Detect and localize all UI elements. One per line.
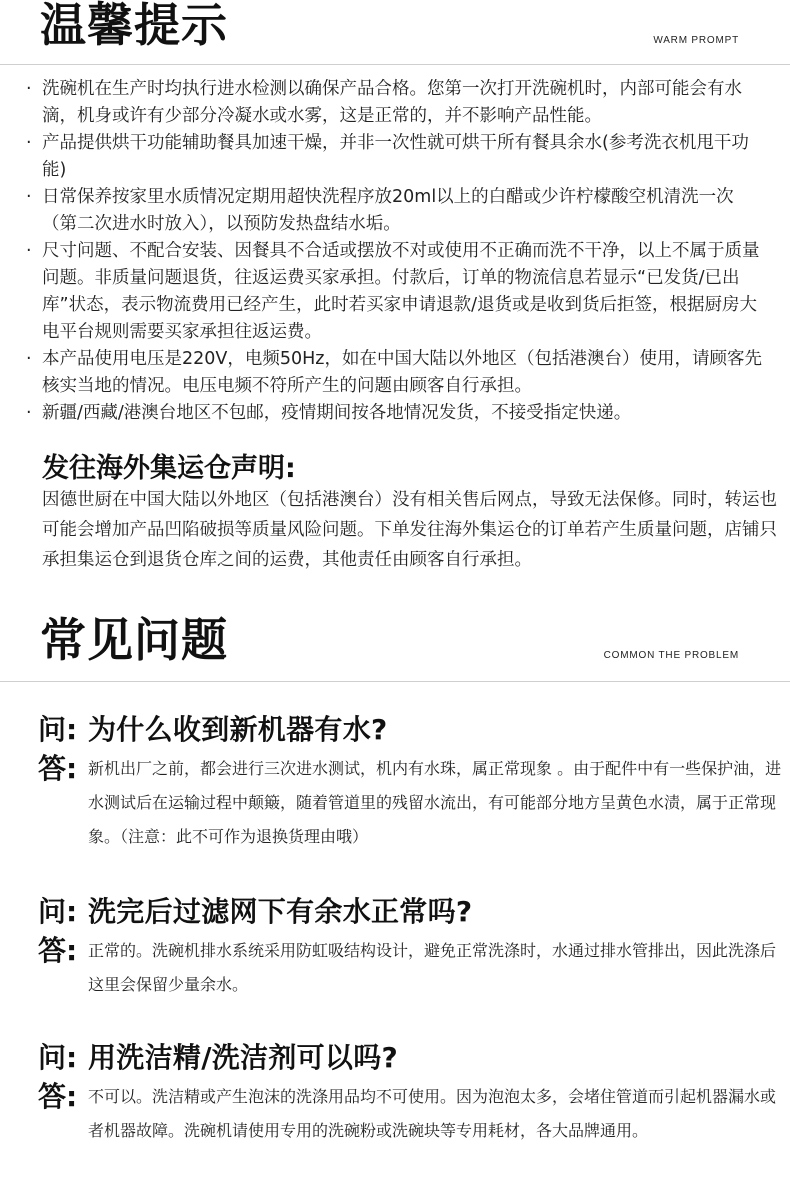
overseas-text: 因德世厨在中国大陆以外地区（包括港澳台）没有相关售后网点，导致无法保修。同时，转运也可能会增加产品凹陷破损等质量风险问题。下单发往海外集运仓的订单若产生质量问题，店铺只承担集运仓到退货仓库之间的运费，其他责任由顾客自行承担。 xyxy=(42,490,777,570)
question-text: 用洗洁精/洗洁剂可以吗? xyxy=(88,1041,399,1074)
question-label: 问: xyxy=(38,713,78,746)
bullet-dot: · xyxy=(26,349,32,369)
bullet-dot: · xyxy=(26,79,32,99)
question-text: 为什么收到新机器有水? xyxy=(88,713,388,746)
list-item xyxy=(26,76,766,130)
faq-divider xyxy=(0,681,790,682)
faq-subtitle: COMMON THE PROBLEM xyxy=(603,650,739,661)
answer-label: 答: xyxy=(38,934,78,967)
bullet-dot: · xyxy=(26,403,32,423)
warm-prompt-subtitle: WARM PROMPT xyxy=(653,35,739,46)
faq-item xyxy=(38,890,783,1002)
list-item xyxy=(26,238,766,346)
answer-text: 不可以。洗洁精或产生泡沫的洗涤用品均不可使用。因为泡泡太多，会堵住管道而引起机器漏水或者机器故障。洗碗机请使用专用的洗碗粉或洗碗块等专用耗材，各大品牌通用。 xyxy=(88,1087,777,1140)
warm-prompt-title: 温馨提示 xyxy=(40,0,228,52)
header-divider xyxy=(0,64,790,65)
answer-text: 正常的。洗碗机排水系统采用防虹吸结构设计，避免正常洗涤时，水通过排水管排出，因此洗涤后这里会保留少量余水。 xyxy=(88,941,777,994)
faq-item xyxy=(38,708,783,854)
list-item-text: 日常保养按家里水质情况定期用超快洗程序放20ml以上的白醋或少许柠檬酸空机清洗一次（第二次进水时放入），以预防发热盘结水垢。 xyxy=(42,187,734,234)
question-label: 问: xyxy=(38,1041,78,1074)
list-item xyxy=(26,130,766,184)
bullet-dot: · xyxy=(26,241,32,261)
list-item-text: 本产品使用电压是220V，电频50Hz，如在中国大陆以外地区（包括港澳台）使用，请顾客先核实当地的情况。电压电频不符所产生的问题由顾客自行承担。 xyxy=(42,349,762,396)
question-label: 问: xyxy=(38,895,78,928)
list-item-text: 新疆/西藏/港澳台地区不包邮，疫情期间按各地情况发货，不接受指定快递。 xyxy=(42,403,632,423)
overseas-heading: 发往海外集运仓声明: xyxy=(42,453,296,484)
list-item-text: 产品提供烘干功能辅助餐具加速干燥，并非一次性就可烘干所有餐具余水(参考洗衣机甩干功能) xyxy=(42,133,749,180)
faq-title: 常见问题 xyxy=(40,613,228,667)
warm-prompt-list xyxy=(26,76,766,427)
question-text: 洗完后过滤网下有余水正常吗? xyxy=(88,895,473,928)
list-item xyxy=(26,400,766,427)
bullet-dot: · xyxy=(26,133,32,153)
list-item-text: 洗碗机在生产时均执行进水检测以确保产品合格。您第一次打开洗碗机时，内部可能会有水滴，机身或许有少部分冷凝水或水雾，这是正常的，并不影响产品性能。 xyxy=(42,79,742,126)
list-item xyxy=(26,346,766,400)
faq-item xyxy=(38,1036,783,1148)
list-item xyxy=(26,184,766,238)
bullet-dot: · xyxy=(26,187,32,207)
answer-text: 新机出厂之前，都会进行三次进水测试，机内有水珠，属正常现象 。由于配件中有一些保护油，进水测试后在运输过程中颠簸，随着管道里的残留水流出，有可能部分地方呈黄色水渍，属于正常现象。（注意：此不可作为退换货理由哦） xyxy=(88,759,782,846)
answer-label: 答: xyxy=(38,752,78,785)
list-item-text: 尺寸问题、不配合安装、因餐具不合适或摆放不对或使用不正确而洗不干净，以上不属于质量问题。非质量问题退货，往返运费买家承担。付款后，订单的物流信息若显示“已发货/已出库”状态，表示物流费用已经产生，此时若买家申请退款/退货或是收到货后拒签，根据厨房大电平台规则需要买家承担往返运费。 xyxy=(42,241,760,342)
answer-label: 答: xyxy=(38,1080,78,1113)
